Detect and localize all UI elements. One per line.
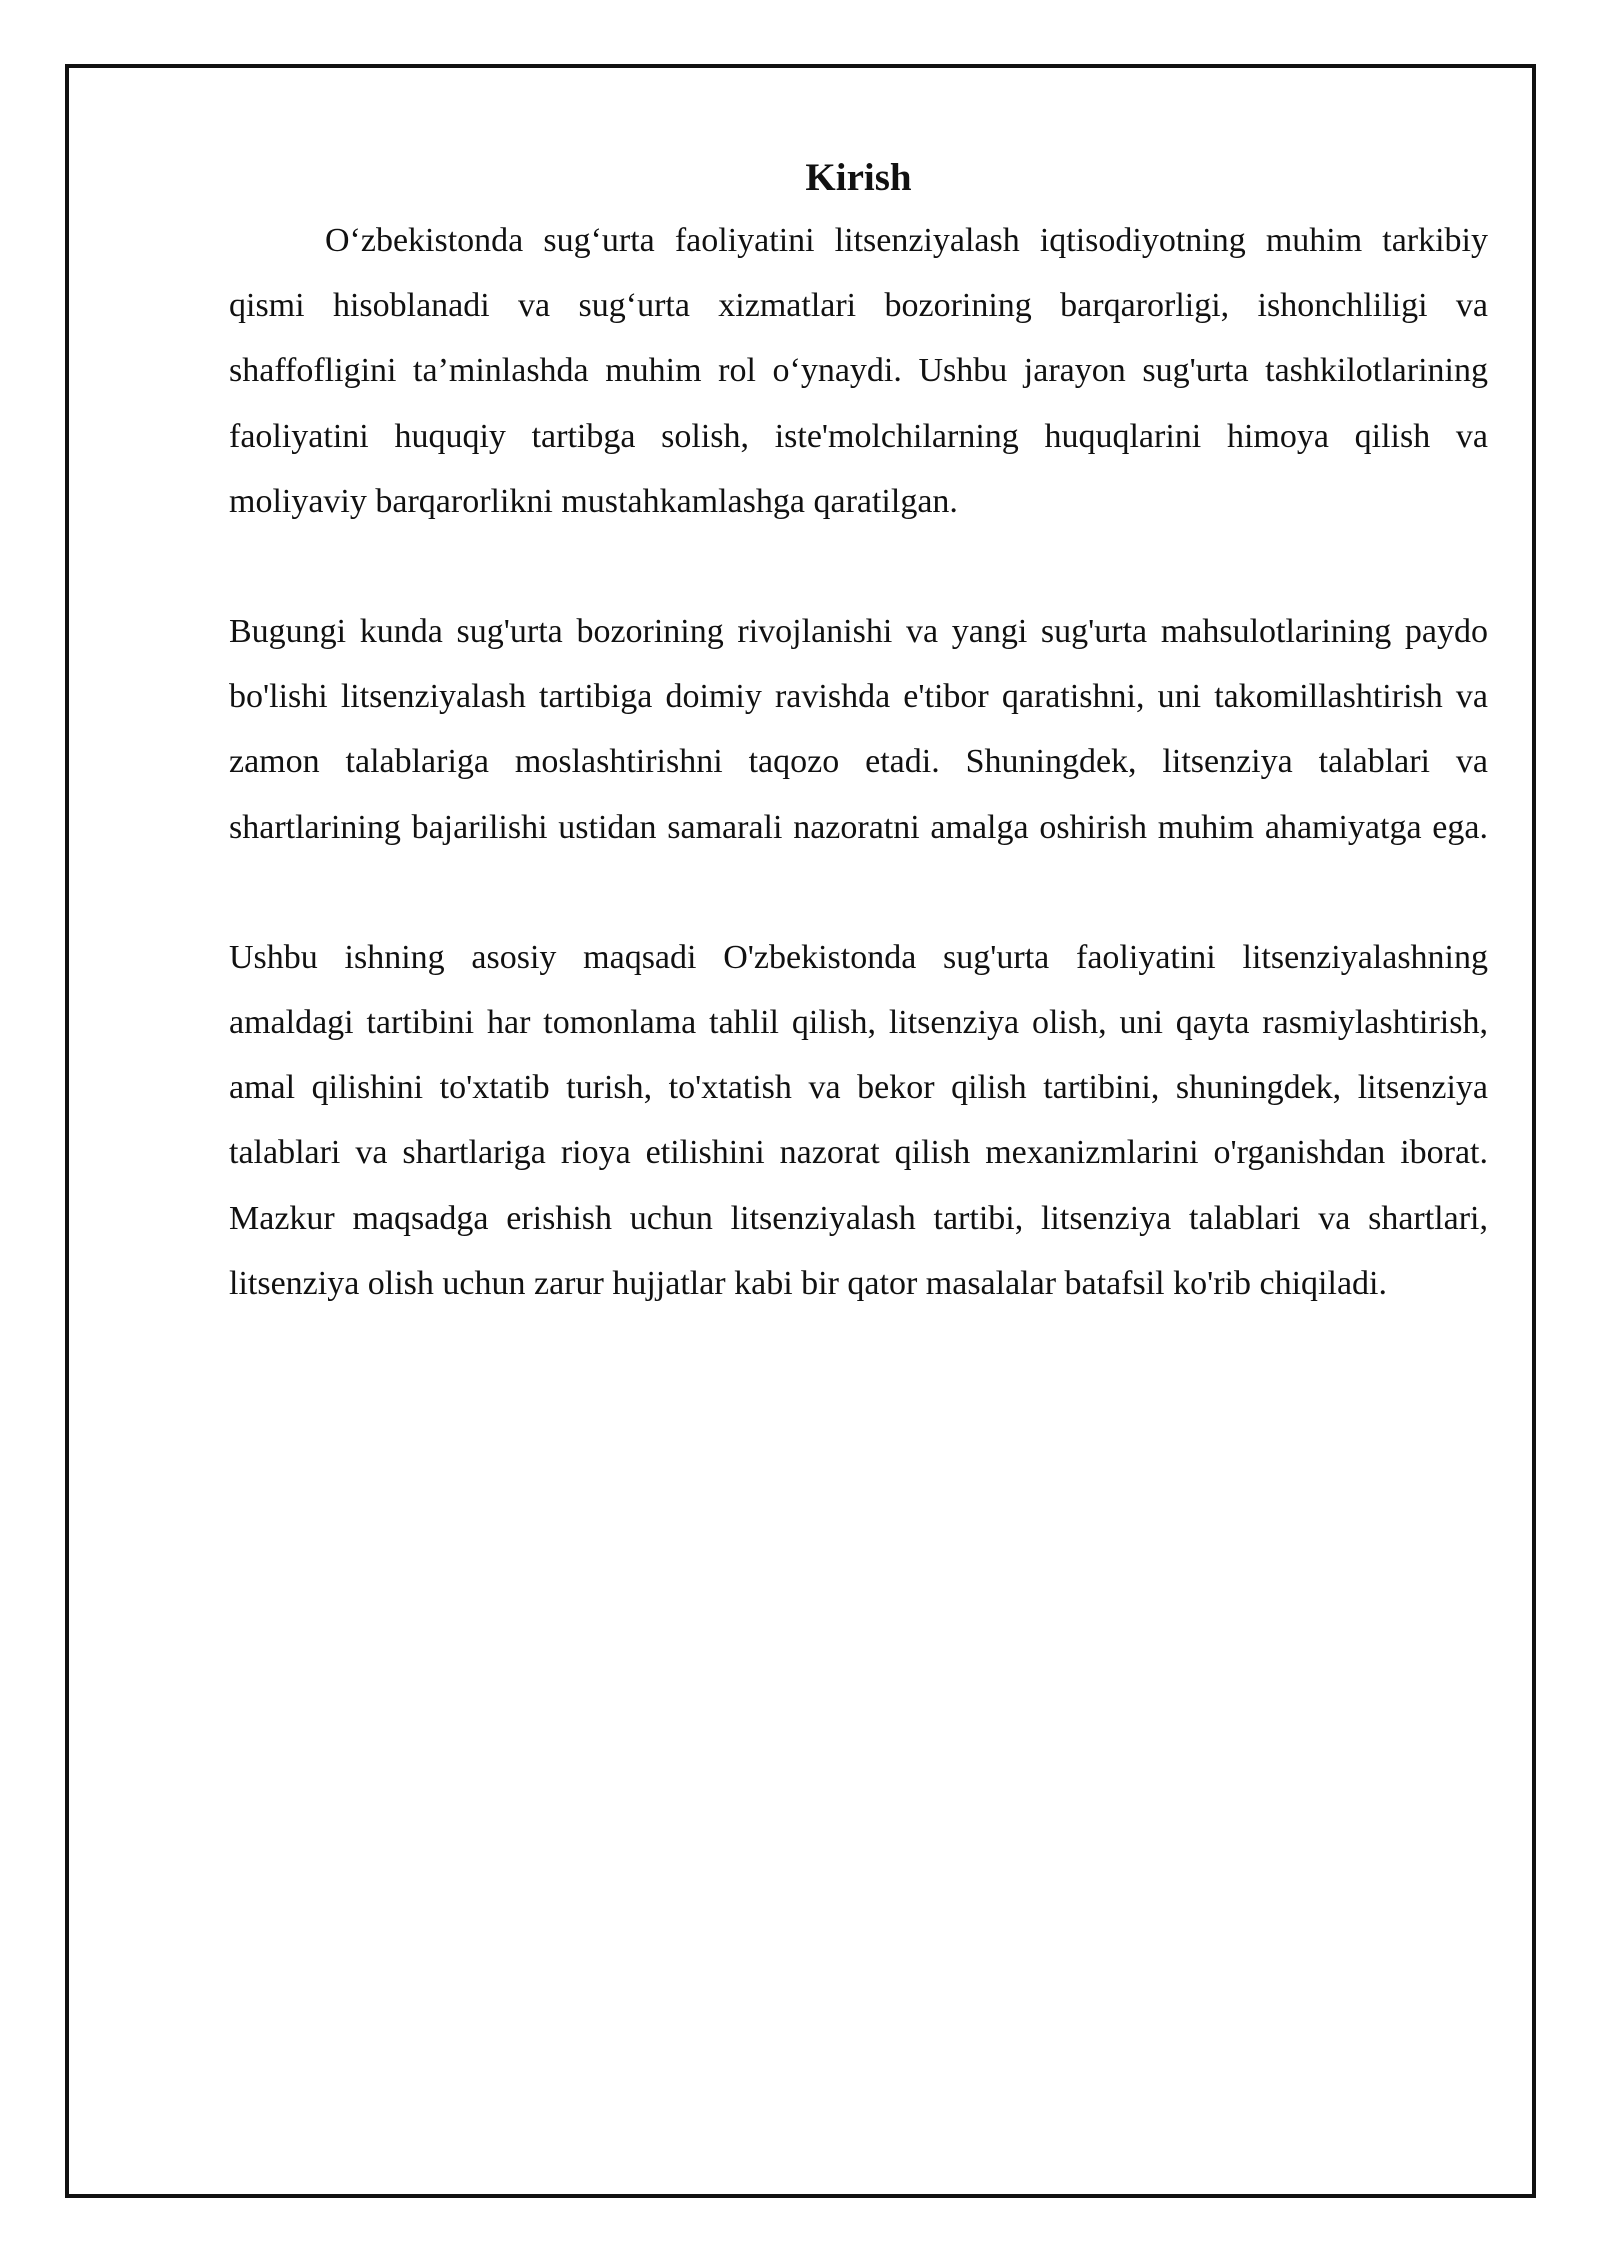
- paragraph-spacer: [229, 534, 1488, 599]
- paragraph-market: Bugungi kunda sug'urta bozorining rivojlanishi va yangi sug'urta mahsulotlarining paydo bo'lishi litsenziyalash tartibiga doimiy ravishda e'tibor qaratishni, uni takomillashtirish va zamon talablariga moslashtirishni taqozo etadi. Shuningdek, litsenziya talablari va shartlarining bajarilishi ustidan samarali nazoratni amalga oshirish muhim ahamiyatga ega.: [229, 613, 1488, 846]
- paragraph-goal: Ushbu ishning asosiy maqsadi O'zbekistonda sug'urta faoliyatini litsenziyalashning amaldagi tartibini har tomonlama tahlil qilish, litsenziya olish, uni qayta rasmiylashtirish, amal qilishini to'xtatib turish, to'xtatish va bekor qilish tartibini, shuningdek, litsenziya talablari va shartlariga rioya etilishini nazorat qilish mexanizmlarini o'rganishdan iborat. Mazkur maqsadga erishish uchun litsenziyalash tartibi, litsenziya talablari va shartlari, litsenziya olish uchun zarur hujjatlar kabi bir qator masalalar batafsil ko'rib chiqiladi.: [229, 938, 1488, 1302]
- document-title: Kirish: [805, 156, 912, 199]
- document-body: [229, 148, 1488, 1316]
- paragraph-spacer: [229, 860, 1488, 925]
- paragraph-intro: O‘zbekistonda sug‘urta faoliyatini litsenziyalash iqtisodiyotning muhim tarkibiy qismi hisoblanadi va sug‘urta xizmatlari bozorining barqarorligi, ishonchliligi va shaffofligini ta’minlashda muhim rol o‘ynaydi. Ushbu jarayon sug'urta tashkilotlarining faoliyatini huquqiy tartibga solish, iste'molchilarning huquqlarini himoya qilish va moliyaviy barqarorlikni mustahkamlashga qaratilgan.: [229, 222, 1488, 520]
